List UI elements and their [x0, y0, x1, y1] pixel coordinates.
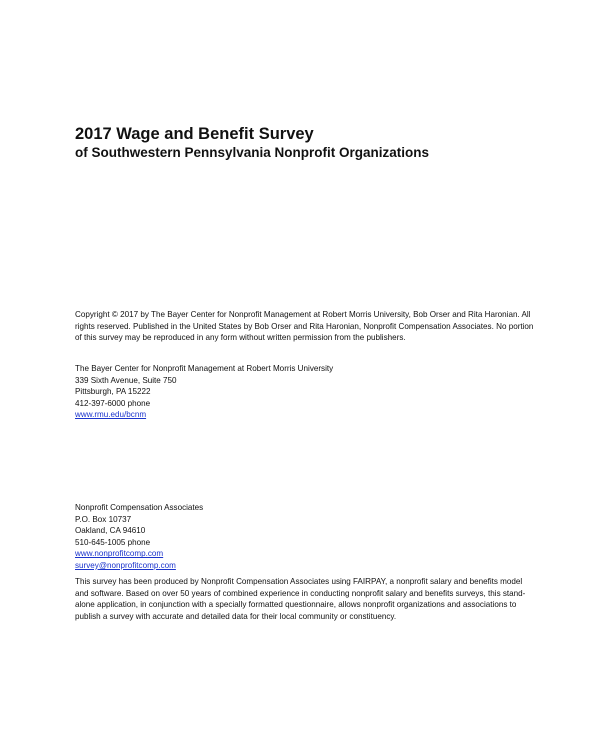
page-title: 2017 Wage and Benefit Survey	[75, 125, 314, 143]
bayer-center-street: 339 Sixth Avenue, Suite 750	[75, 375, 177, 385]
nca-website-link[interactable]: www.nonprofitcomp.com	[75, 549, 164, 559]
bayer-center-city: Pittsburgh, PA 15222	[75, 387, 151, 397]
nca-name: Nonprofit Compensation Associates	[75, 503, 204, 512]
nca-po-box: P.O. Box 10737	[75, 514, 132, 524]
bayer-center-name: The Bayer Center for Nonprofit Management at Robert Morris University	[75, 364, 334, 373]
nca-email-link[interactable]: survey@nonprofitcomp.com	[75, 560, 176, 570]
survey-description	[75, 576, 537, 622]
nca-city: Oakland, CA 94610	[75, 526, 146, 536]
nca-address	[75, 502, 515, 572]
survey-description-text: This survey has been produced by Nonprofit Compensation Associates using FAIRPAY, a nonprofit salary and benefits model and software. Based on over 50 years of combined experience in conducting nonprofit salary and benefits surveys, this stand-alone application, in conjunction with a specially formatted questionnaire, allows nonprofit organizations and associations to publish a survey with accurate and detailed data for their local community or constituency.	[75, 577, 526, 621]
bayer-center-address	[75, 363, 515, 421]
copyright-section	[75, 309, 535, 344]
copyright-notice: Copyright © 2017 by The Bayer Center for Nonprofit Management at Robert Morris University, Bob Orser and Rita Haronian. All rights reserved. Published in the United States by Bob Orser and Rita Haronian, Nonprofit Compensation Associates. No portion of this survey may be reproduced in any form without written permission from the publishers.	[75, 310, 534, 343]
nca-phone: 510-645-1005 phone	[75, 537, 151, 547]
bayer-center-phone: 412-397-6000 phone	[75, 398, 151, 408]
bayer-center-website-link[interactable]: www.rmu.edu/bcnm	[75, 410, 147, 420]
page-subtitle: of Southwestern Pennsylvania Nonprofit Organizations	[75, 145, 430, 160]
title-block	[75, 124, 555, 162]
